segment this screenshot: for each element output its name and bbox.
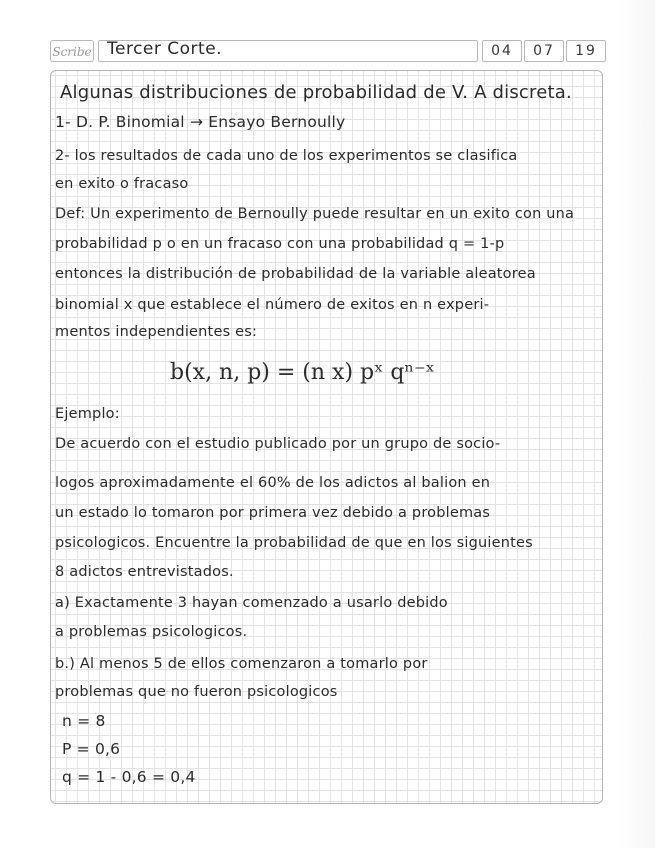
note-line: binomial x que establece el número de exitos en n experi-	[55, 297, 490, 313]
example-heading: Ejemplo:	[55, 406, 120, 422]
page-header	[50, 38, 615, 66]
note-line: en exito o fracaso	[55, 176, 189, 192]
note-line: b.) Al menos 5 de ellos comenzaron a tomarlo por	[55, 656, 428, 672]
note-line: psicologicos. Encuentre la probabilidad de que en los siguientes	[55, 535, 533, 551]
note-line: entonces la distribución de probabilidad de la variable aleatorea	[55, 266, 536, 282]
binomial-formula: b(x, n, p) = (n x) pˣ qⁿ⁻ˣ	[170, 360, 435, 385]
note-line: 8 adictos entrevistados.	[55, 564, 234, 580]
date-month: 07	[524, 40, 564, 62]
note-line: a problemas psicologicos.	[55, 624, 248, 640]
date-day: 04	[482, 40, 522, 62]
note-line: De acuerdo con el estudio publicado por un grupo de socio-	[55, 436, 501, 452]
note-line: 2- los resultados de cada uno de los experimentos se clasifica	[55, 148, 518, 164]
page-title: Tercer Corte.	[107, 39, 223, 59]
title-field	[98, 40, 478, 62]
note-line: a) Exactamente 3 hayan comenzado a usarlo debido	[55, 595, 448, 611]
note-line: logos aproximadamente el 60% de los adictos al balion en	[55, 475, 491, 491]
brand-logo: Scribe	[50, 40, 94, 62]
scan-edge-shadow	[615, 0, 655, 848]
date-year: 19	[566, 40, 606, 62]
note-line: Def: Un experimento de Bernoully puede resultar en un exito con una	[55, 206, 575, 222]
note-line: problemas que no fueron psicologicos	[55, 684, 338, 700]
given-p: P = 0,6	[62, 740, 121, 758]
heading-line: Algunas distribuciones de probabilidad de V. A discreta.	[60, 82, 572, 103]
note-line: un estado lo tomaron por primera vez debido a problemas	[55, 505, 491, 521]
note-line: mentos independientes es:	[55, 324, 258, 340]
note-line: 1- D. P. Binomial → Ensayo Bernoully	[55, 113, 346, 131]
note-line: probabilidad p o en un fracaso con una probabilidad q = 1-p	[55, 236, 505, 252]
given-q: q = 1 - 0,6 = 0,4	[62, 768, 196, 786]
given-n: n = 8	[62, 712, 106, 730]
